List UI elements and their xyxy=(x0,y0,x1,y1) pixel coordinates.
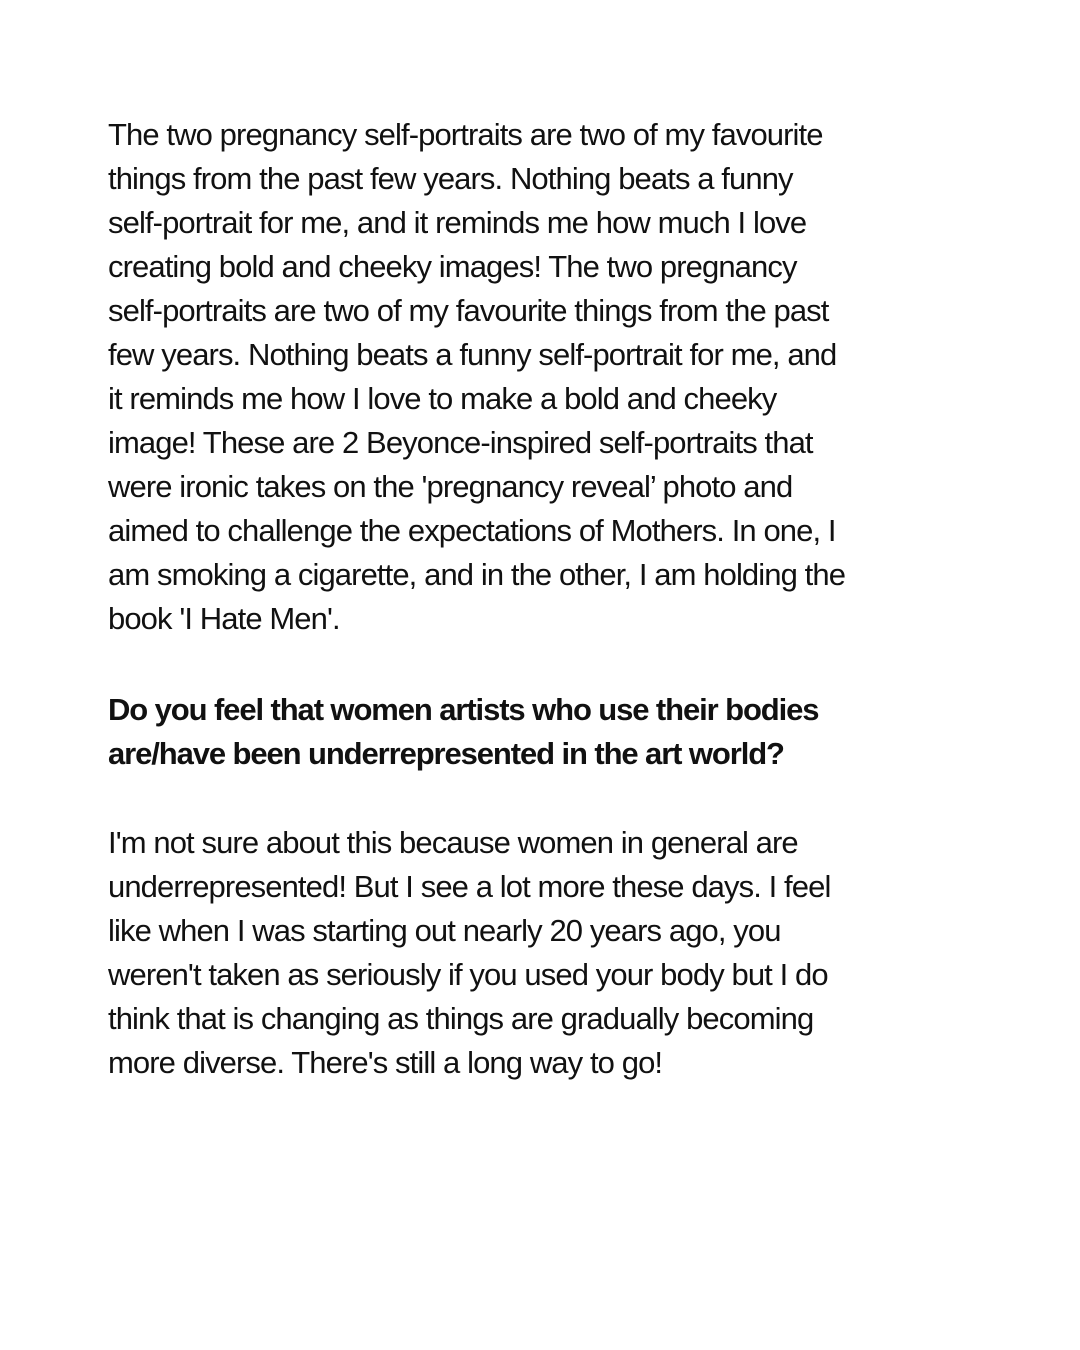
text-line: book 'I Hate Men'. xyxy=(108,601,340,636)
text-line: things from the past few years. Nothing beats a funny xyxy=(108,161,793,196)
text-line: like when I was starting out nearly 20 years ago, you xyxy=(108,913,781,948)
text-line: think that is changing as things are gradually becoming xyxy=(108,1001,814,1036)
text-line: few years. Nothing beats a funny self-portrait for me, and xyxy=(108,337,837,372)
text-line: Do you feel that women artists who use their bodies xyxy=(108,692,819,727)
text-line: self-portraits are two of my favourite things from the past xyxy=(108,293,829,328)
answer-paragraph-1 xyxy=(108,113,845,641)
text-line: aimed to challenge the expectations of Mothers. In one, I xyxy=(108,513,836,548)
text-line: I'm not sure about this because women in general are xyxy=(108,825,798,860)
text-line: were ironic takes on the 'pregnancy reveal’ photo and xyxy=(108,469,793,504)
text-line: more diverse. There's still a long way to go! xyxy=(108,1045,663,1080)
text-line: creating bold and cheeky images! The two pregnancy xyxy=(108,249,797,284)
interview-question xyxy=(108,688,818,776)
text-line: self-portrait for me, and it reminds me how much I love xyxy=(108,205,807,240)
text-line: image! These are 2 Beyonce-inspired self-portraits that xyxy=(108,425,813,460)
text-line: underrepresented! But I see a lot more these days. I feel xyxy=(108,869,831,904)
text-line: weren't taken as seriously if you used your body but I do xyxy=(108,957,828,992)
answer-paragraph-2 xyxy=(108,821,830,1085)
text-line: The two pregnancy self-portraits are two of my favourite xyxy=(108,117,823,152)
text-line: am smoking a cigarette, and in the other, I am holding the xyxy=(108,557,846,592)
text-line: it reminds me how I love to make a bold and cheeky xyxy=(108,381,777,416)
text-line: are/have been underrepresented in the art world? xyxy=(108,736,784,771)
